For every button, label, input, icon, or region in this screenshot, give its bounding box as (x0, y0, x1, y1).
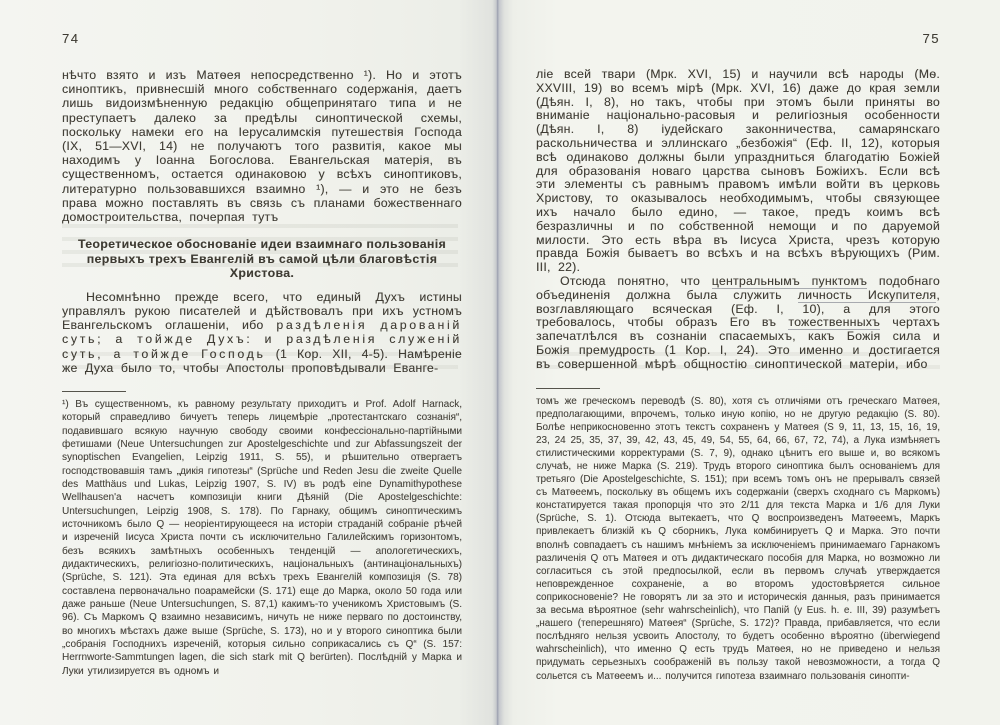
paragraph-text: чертахъ запечатлѣлся въ сознаніи спасаемыхъ, какъ Божія сила и Божія премудрость (1 Кор. I, 24). Это именно и достигается въ совершенной мѣрѣ общностію синоптической матеріи, ибо (536, 315, 940, 371)
page-75-body (536, 68, 940, 683)
pencil-underlined-text: личность Искупителя (797, 287, 937, 302)
paragraph-text: (1 Кор. XII, 4-5). Намѣреніе же Духа было то, чтобы Апостолы проповѣдывали Еванге- (62, 346, 463, 375)
page-75 (498, 0, 1000, 725)
page-74 (0, 0, 498, 725)
paragraph-continuation: ліе всей твари (Мрк. XVI, 15) и научили всѣ народы (Мѳ. XXVIII, 19) во всемъ мірѣ (Мрк. XVI, 16) даже до края земли (Дѣян. I, 8), но такъ, чтобы при этомъ были приняты во вниманіе національно-расовыя и религіозныя особенности (Дѣян. I, 8) іудейскаго законничества, самарянскаго раскольничества и эллинскаго „безбожія“ (Еф. II, 12), которыя всѣ одинаково должны были упраздниться благодатію Божіей для образованія новаго царства сыновъ Божіихъ. Если всѣ эти элементы съ равнымъ правомъ имѣли войти въ церковь Христову, то оказывалось необходимымъ, чтобы связующее ихъ начало было едино, — такое, предъ коимъ всѣ безразличны и по собственной немощи и по даруемой милости. Это есть вѣра въ Іисуса Христа, чрезъ которую правда Божія бываетъ во всѣхъ и на всѣхъ вѣрующихъ (Рим. III, 22). (536, 67, 940, 275)
pencil-underlined-text: центральнымъ пунктомъ (711, 273, 868, 288)
pencil-underlined-text: тожественныхъ (788, 315, 881, 330)
paragraph-text: , возглавляющаго всяческая (Еф. I, 10), а для этого требовалось, чтобы образъ Его въ (536, 287, 940, 330)
paragraph (536, 275, 940, 372)
footnote: ¹) Въ существенномъ, къ равному результату приходитъ и Prof. Adolf Harnack, который справедливо бичуетъ теперь лицемѣріе „протестантскаго сознанія“, подавившаго всякую научную свободу своими конфессіонально-партійными фетишами (Neue Untersuchungen zur Apostelgeschichte und zur Abfassungszeit der synoptischen Evangelien, Leipzig 1911, S. 55), и рѣшительно отвергаетъ господствовавшія тамъ „дикія гипотезы“ (Sprüche und Reden Jesu die zweite Quelle des Matthäus und Lukas, Leipzig 1907, S. IV) въ родѣ eine Dynamithypothese Wellhausen'а насчетъ композиціи книги Дѣяній (Die Apostelgeschichte: Untersuchungen, Leipzig 1908, S. 178). По Гарнаку, общимъ синоптическимъ источникомъ было Q — неоріентирующееся на исторіи страданій собраніе рѣчей и изреченій Іисуса Христа почти съ исключительно Галилейскимъ горизонтомъ, безъ всякихъ замѣтныхъ особенныхъ тенденцій — апологетическихъ, дидактическихъ, религіозно-политическихъ, національныхъ (антинаціональныхъ) (Sprüche, S. 121). Эта единая для всѣхъ трехъ Евангелій композиція (S. 78) составлена первоначально поарамейски (S. 171) еще до Марка, около 50 года или даже раньше (Neue Untersuchungen, S. 87,1) какимъ-то ученикомъ Христовымъ (S. 96). Съ Маркомъ Q взаимно независимъ, ничуть не ниже перваго по достоинству, во многихъ мѣстахъ даже выше (Sprüche, S. 173), но и у второго синоптика были „собранія Господнихъ изреченій, которыя сильно соприкасались съ Q“ (S. 157: Herrnworte-Sammtungen lagen, die sich stark mit Q berürten). Послѣдній у Марка и Луки утилизируется въ одномъ и (62, 398, 462, 677)
footnote-rule (536, 388, 600, 389)
footnote-continuation: томъ же греческомъ переводѣ (S. 80), хотя съ отличіями отъ греческаго Матѳея, предполагающими, впрочемъ, только иную копію, но не другую редакцію (S. 80). Болѣе неприкосновенно этотъ текстъ сохраненъ у Матѳея (S 9, 11, 13, 15, 16, 19, 23, 24 25, 35, 37, 39, 42, 43, 45, 49, 54, 55, 64, 66, 67, 72, 74), а Лука измѣняетъ стилистическими корректурами (S. 7, 9), однако цѣнитъ его выше и, во всякомъ случаѣ, не ниже Марка (S. 219). Трудъ второго синоптика былъ основаніемъ для третьяго (Die Apostelgeschichte, S. 151); при всемъ томъ онъ не прерывалъ связей съ Матѳеемъ, поскольку въ общемъ ихъ содержаніи (сверхъ сходнаго съ Маркомъ) констатируется такая пропорція что это 2/11 для текста Марка и 1/6 для Луки (Sprüche, S. 1). Отсюда вытекаетъ, что Q воспроизведенъ Матѳеемъ, Маркъ привлекаетъ близкій къ Q сборникъ, Лука комбинируетъ Q и Марка. Это почти вполнѣ совпадаетъ съ нашимъ мнѣніемъ за исключеніемъ принимаемаго Гарнакомъ различенія Q отъ Матѳея и отъ дидактическаго пособія для Марка, но возможно ли согласиться съ этой предпосылкой, если въ первомъ случаѣ утверждается неповрежденное сохраненіе, а во второмъ удостовѣряется сильное соприкосновеніе? Не говорятъ ли за это и историческія данныя, разъ принимается за весьма вѣроятное (sehr wahrscheinlich), что Папій (у Eus. h. e. III, 39) разумѣетъ „нашего (теперешняго) Матѳея“ (Sprüche, S. 172)? Правда, прибавляется, что если послѣдняго нельзя усвоить Апостолу, то будетъ особенно вѣроятно (überwiegend wahrscheinlich), что именно Q есть трудъ Матѳея, но не приведено и нельзя придумать серьезныхъ соображеній въ пользу такой невозможности, а тогда Q сольется съ Матѳеемъ и... получится гипотеза взаимнаго пользованія синопти- (536, 395, 940, 682)
paragraph-text: Несомнѣнно прежде всего, что единый Духъ истины управлялъ рукою писателей и дѣйствовалъ при ихъ устномъ Евангельскомъ оглашеніи, ибо (62, 289, 462, 333)
footnote-rule (62, 391, 126, 392)
section-heading: Теоретическое обоснованіе идеи взаимнаго пользованія первыхъ трехъ Евангелій въ самой цѣли благовѣстія Христова. (77, 237, 447, 281)
page-number-left: 74 (62, 31, 80, 46)
paragraph (62, 290, 462, 375)
paragraph-text: Отсюда понятно, что (560, 273, 712, 288)
page-74-body (62, 68, 462, 678)
page-number-right: 75 (922, 31, 940, 46)
paragraph-continuation: нѣчто взято и изъ Матѳея непосредственно ¹). Но и этотъ синоптикъ, привнесшій много собственнаго содержанія, даетъ лишь видоизмѣненную редакцію общепринятаго типа и не преступаетъ далеко за предѣлы синоптической схемы, поскольку намеки его на Іерусалимскія путешествія Господа (IX, 51—XVI, 14) не получаютъ того развитія, какое мы находимъ у Іоанна Богослова. Евангельская матерія, въ существенномъ, остается одинаковою у всѣхъ синоптиковъ, литературно пользовавшихся взаимно ¹), — и это не безъ права можно поставлять въ связь съ планами божественнаго домостроительства, почерпая тутъ (62, 68, 462, 225)
emphasized-quote: раздѣленія дарованій суть; а тойжде Духъ: и раздѣленія служеній суть, а тойжде Господь (62, 318, 462, 361)
paragraph-text: подобнаго объединенія должна была служить (536, 273, 940, 302)
